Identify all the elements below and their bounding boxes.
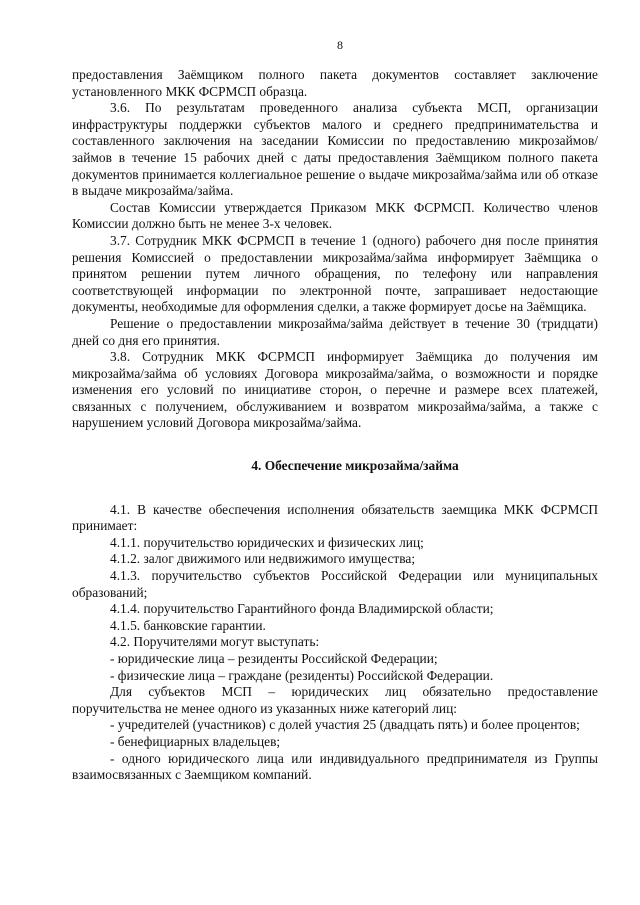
section-4-heading: 4. Обеспечение микрозайма/займа <box>251 458 459 474</box>
document-body <box>72 67 598 784</box>
paragraph-3-6: 3.6. По результатам проведенного анализа субъекта МСП, организации инфраструктуры поддержки субъектов малого и среднего предпринимательства и составленного заключения на заседании Комиссии по предоставлению микрозаймов/займов в течение 15 рабочих дней с даты предоставления Заёмщиком полного пакета документов принимается коллегиальное решение о выдаче микрозайма/займа или об отказе в выдаче микрозайма/займа. <box>72 100 598 199</box>
item-4-1-3: 4.1.3. поручительство субъектов Российской Федерации или муниципальных образований; <box>72 568 598 600</box>
item-4-2: 4.2. Поручителями могут выступать: <box>110 634 320 650</box>
guarantor-legal-entities: - юридические лица – резиденты Российской Федерации; <box>110 651 438 666</box>
paragraph-3-7: 3.7. Сотрудник МКК ФСРМСП в течение 1 (одного) рабочего дня после принятия решения Комиссией о предоставлении микрозайма/займа информирует Заёмщика о принятом решении путем личного обращения, по телефону или направления соответствующей информации по электронной почте, запрашивает недостающие документы, необходимые для оформления сделки, а также формирует досье на Заёмщика. <box>72 232 598 315</box>
guarantor-founders: - учредителей (участников) с долей участия 25 (двадцать пять) и более процентов; <box>110 717 580 733</box>
item-4-1-2: 4.1.2. залог движимого или недвижимого имущества; <box>110 551 416 567</box>
paragraph-msp-requirement: Для субъектов МСП – юридических лиц обязательно предоставление поручительства не менее одного из указанных ниже категорий лиц: <box>72 684 598 716</box>
paragraph-decision-validity: Решение о предоставлении микрозайма/займа действует в течение 30 (тридцати) дней со дня его принятия. <box>72 315 598 348</box>
item-4-1: 4.1. В качестве обеспечения исполнения обязательств заемщика МКК ФСРМСП принимает: <box>72 501 598 534</box>
paragraph-3-8: 3.8. Сотрудник МКК ФСРМСП информирует Заёмщика до получения им микрозайма/займа об условиях Договора микрозайма/займа, о возможности и порядке изменения его условий по инициативе сторон, о перечне и размере всех платежей, связанных с получением, обслуживанием и возвратом микрозайма/займа, а также с нарушением условий Договора микрозайма/займа. <box>72 349 598 431</box>
guarantor-individuals: - физические лица – граждане (резиденты) Российской Федерации. <box>110 667 494 683</box>
page-number: 8 <box>337 38 343 52</box>
paragraph-3-5-tail: предоставления Заёмщиком полного пакета документов составляет заключение установленного МКК ФСРМСП образца. <box>72 67 598 99</box>
guarantor-group-company: - одного юридического лица или индивидуального предпринимателя из Группы взаимосвязанных с Заемщиком компаний. <box>72 750 598 783</box>
item-4-1-1: 4.1.1. поручительство юридических и физических лиц; <box>110 534 424 550</box>
guarantor-beneficiaries: - бенефициарных владельцев; <box>110 733 281 749</box>
item-4-1-4: 4.1.4. поручительство Гарантийного фонда Владимирской области; <box>110 601 494 617</box>
item-4-1-5: 4.1.5. банковские гарантии. <box>110 617 266 633</box>
paragraph-commission: Состав Комиссии утверждается Приказом МКК ФСРМСП. Количество членов Комиссии должно быть не менее 3-х человек. <box>72 199 598 232</box>
